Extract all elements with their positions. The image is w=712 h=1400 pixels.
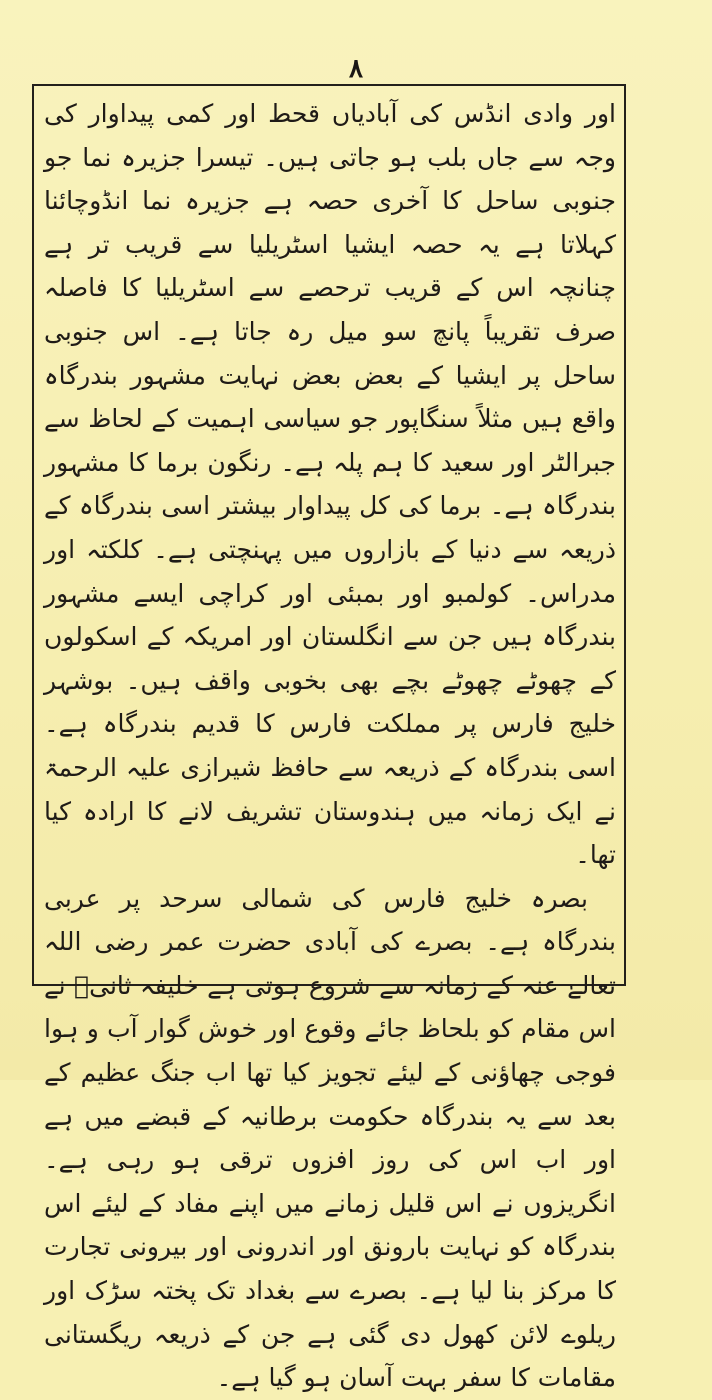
body-text <box>44 92 616 1400</box>
paragraph-2: بصرہ خلیج فارس کی شمالی سرحد پر عربی بندرگاہ ہے۔ بصرے کی آبادی حضرت عمر رضی اللہ تعالےٰ عنہ کے زمانہ سے شروع ہوتی ہے خلیفہ ثانیؓ نے اس مقام کو بلحاظ جائے وقوع اور خوش گوار آب و ہوا فوجی چھاؤنی کے لیئے تجویز کیا تھا اب جنگ عظیم کے بعد سے یہ بندرگاہ حکومت برطانیہ کے قبضے میں ہے اور اب اس کی روز افزوں ترقی ہو رہی ہے۔ انگریزوں نے اس قلیل زمانے میں اپنے مفاد کے لیئے اس بندرگاہ کو نہایت بارونق اور اندرونی اور بیرونی تجارت کا مرکز بنا لیا ہے۔ بصرے سے بغداد تک پختہ سڑک اور ریلوے لائن کھول دی گئی ہے جن کے ذریعہ ریگستانی مقامات کا سفر بہت آسان ہو گیا ہے۔ <box>44 883 616 1393</box>
page-number: ۸ <box>349 54 363 84</box>
paragraph-1: اور وادی انڈس کی آبادیاں قحط اور کمی پیداوار کی وجہ سے جاں بلب ہو جاتی ہیں۔ تیسرا جزیرہ نما جو جنوبی ساحل کا آخری حصہ ہے جزیرہ نما انڈوچائنا کہلاتا ہے یہ حصہ ایشیا اسٹریلیا سے قریب تر ہے چنانچہ اس کے قریب ترحصے سے اسٹریلیا کا فاصلہ صرف تقریباً پانچ سو میل رہ جاتا ہے۔ اس جنوبی ساحل پر ایشیا کے بعض بعض نہایت مشہور بندرگاہ واقع ہیں مثلاً سنگاپور جو سیاسی اہمیت کے لحاظ سے جبرالٹر اور سعید کا ہم پلہ ہے۔ رنگون برما کا مشہور بندرگاہ ہے۔ برما کی کل پیداوار بیشتر اسی بندرگاہ کے ذریعہ سے دنیا کے بازاروں میں پہنچتی ہے۔ کلکتہ اور مدراس۔ کولمبو اور بمبئی اور کراچی ایسے مشہور بندرگاہ ہیں جن سے انگلستان اور امریکہ کے اسکولوں کے چھوٹے چھوٹے بچے بھی بخوبی واقف ہیں۔ بوشہر خلیج فارس پر مملکت فارس کا قدیم بندرگاہ ہے۔ اسی بندرگاہ کے ذریعہ سے حافظ شیرازی علیہ الرحمۃ نے ایک زمانہ میں ہندوستان تشریف لانے کا ارادہ کیا تھا۔ <box>44 99 616 870</box>
